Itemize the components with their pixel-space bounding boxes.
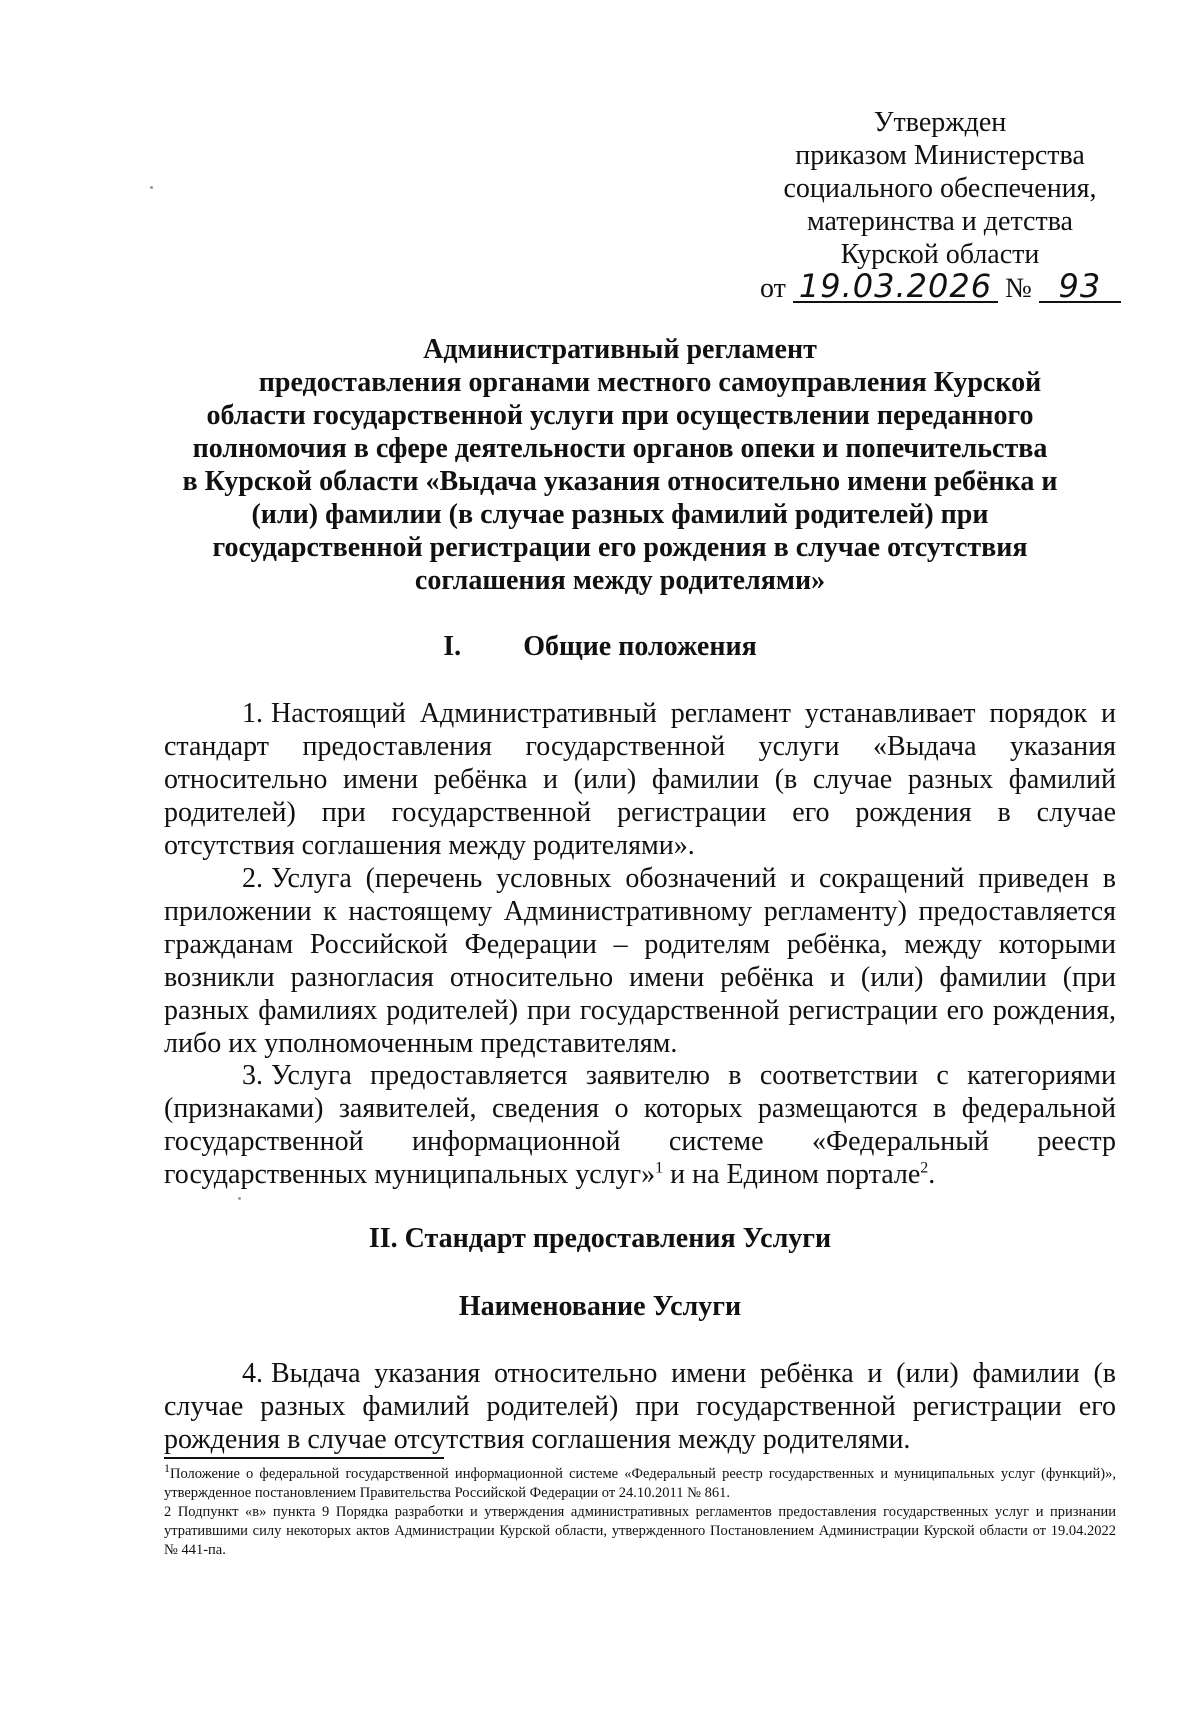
handwritten-date: 19.03.2026 [793, 271, 998, 303]
section-2-heading: II. Стандарт предоставления Услуги [368, 1223, 832, 1254]
paragraph-number: 2. [242, 863, 263, 894]
footnote-2: 2 Подпункт «в» пункта 9 Порядка разработки и утверждения административных регламентов предоставления государственных услуг и признании утратившими силу некоторых актов Администрации Курской области, утвержденного Постановлением Администрации Курской области от 19.04.2022 № 441-па. [164, 1504, 1116, 1558]
title-line: полномочия в сфере деятельности органов опеки и попечительства [192, 433, 1048, 464]
title-line: в Курской области «Выдача указания относительно имени ребёнка и [182, 466, 1058, 497]
subsection-heading: Наименование Услуги [458, 1291, 742, 1322]
paragraph-text: и на Едином портале [663, 1159, 921, 1190]
section-1-title: Общие положения [523, 631, 757, 662]
paragraph-text: Выдача указания относительно имени ребёнка и (или) фамилии (в случае разных фамилий родителей) при государственной регистрации его рождения в случае отсутствия соглашения между родителями. [164, 1358, 1116, 1455]
approval-line-1: Утвержден [873, 107, 1007, 138]
title-line: (или) фамилии (в случае разных фамилий родителей) при [251, 499, 989, 530]
footnote-1-text: Положение о федеральной государственной информационной системе «Федеральный реестр государственных и муниципальных услуг (функций)», утвержденное постановлением Правительства Российской Федерации от 24.10.2011 № 861. [164, 1466, 1116, 1501]
paragraph-1 [164, 697, 1116, 862]
date-prefix: от [760, 273, 786, 304]
approval-line-2: приказом Министерства [795, 140, 1085, 171]
paragraph-text: Настоящий Административный регламент устанавливает порядок и стандарт предоставления государственной услуги «Выдача указания относительно имени ребёнка и (или) фамилии (в случае разных фамилий родителей) при государственной регистрации его рождения в случае отсутствия соглашения между родителями». [164, 698, 1116, 861]
footnote-1-mark: 1 [164, 1461, 170, 1476]
paragraph-number: 1. [242, 698, 263, 729]
document-title [160, 333, 1080, 597]
paragraph-text: . [928, 1159, 936, 1190]
paragraph-text: Услуга предоставляется заявителю в соответствии с категориями (признаками) заявителей, сведения о которых размещаются в федеральной государственной информационной системе «Федеральный реестр государственных муниципальных услуг» [164, 1060, 1116, 1190]
title-line: государственной регистрации его рождения в случае отсутствия [212, 532, 1028, 563]
handwritten-number: 93 [1039, 271, 1121, 303]
paragraph-text: Услуга (перечень условных обозначений и сокращений приведен в приложении к настоящему Административному регламенту) предоставляется гражданам Российской Федерации – родителям ребёнка, между которыми возникли разногласия относительно имени ребёнка и (или) фамилии (при разных фамилиях родителей) при государственной регистрации его рождения, либо их уполномоченным представителям. [164, 863, 1116, 1059]
number-prefix: № [1005, 273, 1032, 304]
section-1-numeral: I. [443, 631, 462, 662]
paragraph-2 [164, 862, 1116, 1060]
title-line: соглашения между родителями» [414, 565, 826, 596]
footnote-divider [164, 1457, 444, 1459]
scan-speck [238, 1197, 241, 1200]
section-1-heading [0, 630, 1200, 663]
footnote-ref-2[interactable]: 2 [920, 1159, 929, 1177]
approval-block [760, 106, 1120, 305]
footnote-1 [164, 1461, 1116, 1503]
footnote-ref-1[interactable]: 1 [655, 1159, 664, 1177]
approval-date-line [760, 267, 1120, 305]
footnotes [164, 1461, 1116, 1560]
scan-speck [150, 186, 153, 189]
approval-line-3: социального обеспечения, [783, 173, 1097, 204]
paragraph-4 [164, 1357, 1116, 1456]
approval-line-4: материнства и детства [807, 206, 1073, 237]
paragraph-3 [164, 1059, 1116, 1191]
approval-line-5: Курской области [840, 239, 1040, 270]
title-line: Административный регламент [423, 334, 817, 365]
paragraph-number: 4. [242, 1358, 263, 1389]
paragraph-number: 3. [242, 1060, 263, 1091]
title-line: предоставления органами местного самоуправления Курской [258, 367, 1042, 398]
title-line: области государственной услуги при осуществлении переданного [206, 400, 1034, 431]
